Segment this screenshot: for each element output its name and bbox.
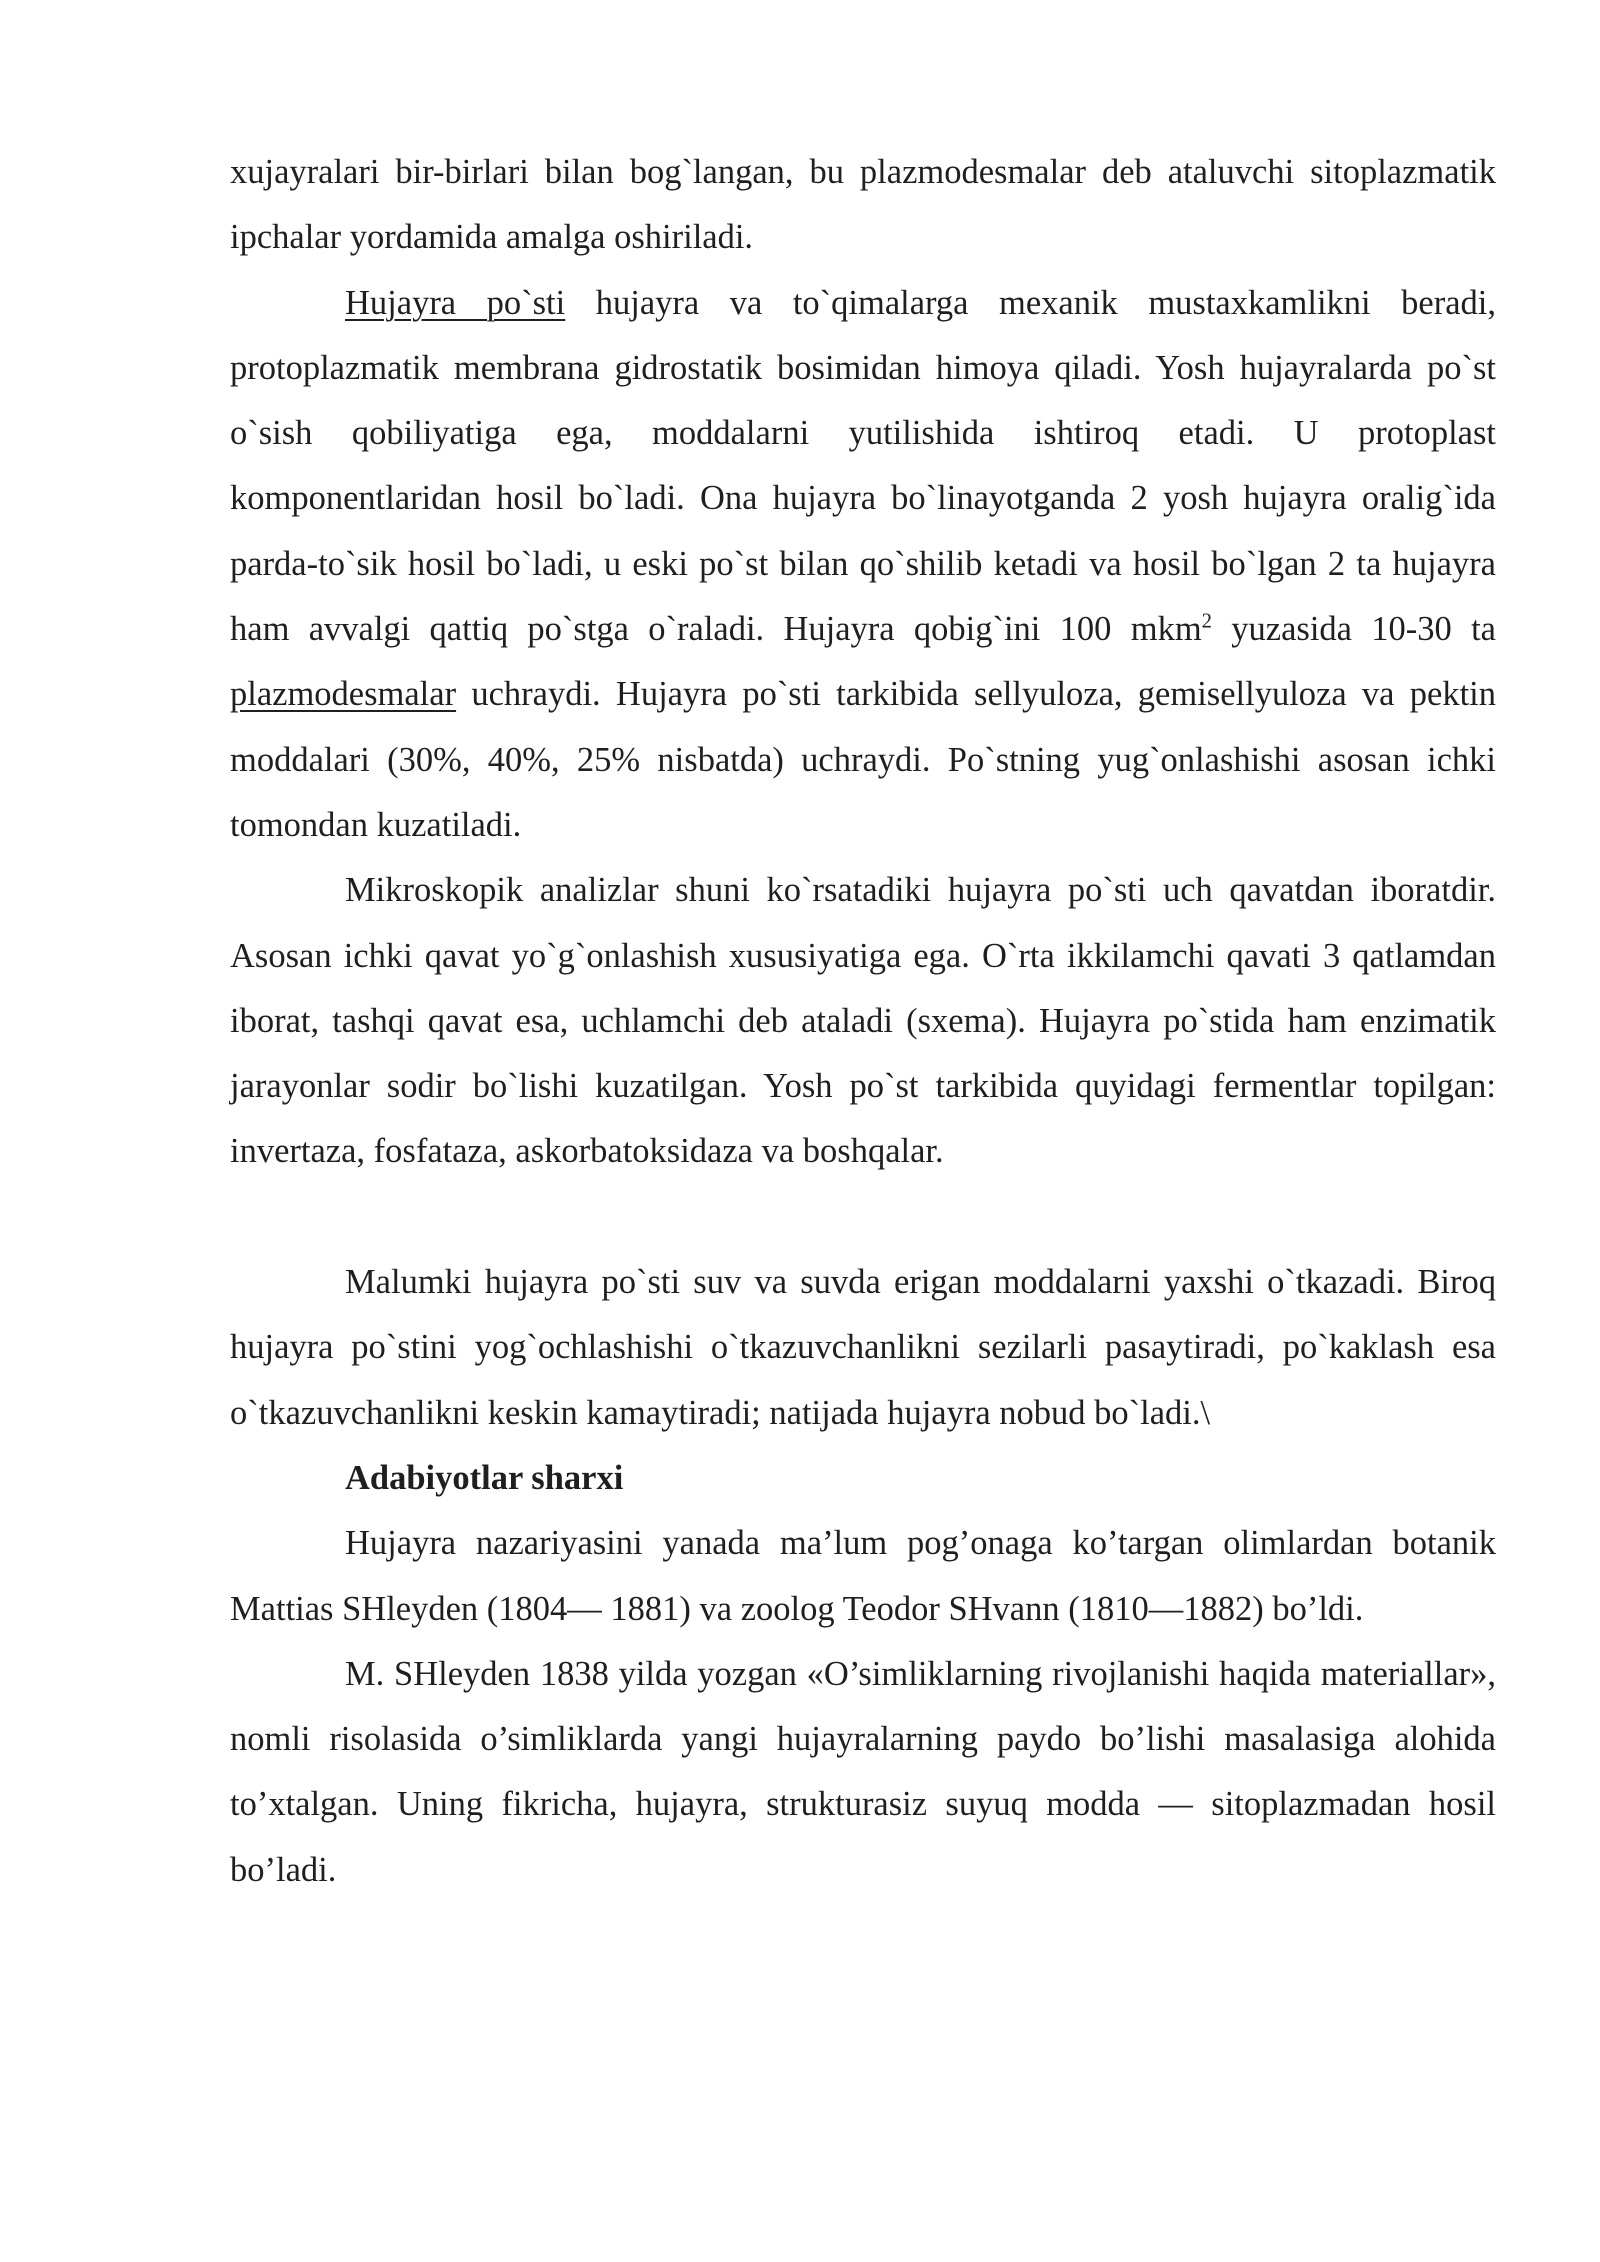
superscript-2: 2 bbox=[1201, 610, 1212, 633]
term-cell-wall: Hujayra po`sti bbox=[345, 283, 566, 322]
paragraph-permeability: Malumki hujayra po`sti suv va suvda erigan moddalarni yaxshi o`tkazadi. Biroq hujayra po`stini yog`ochlashishi o`tkazuvchanlikni sezilarli pasaytiradi, po`kaklash esa o`tkazuvchanlikni keskin kamaytiradi; natijada hujayra nobud bo`ladi.\ bbox=[230, 1263, 1496, 1432]
paragraph-microscopy: Mikroskopik analizlar shuni ko`rsatadiki hujayra po`sti uch qavatdan iboratdir. Asosan ichki qavat yo`g`onlashish xususiyatiga ega. O`rta ikkilamchi qavati 3 qatlamdan iborat, tashqi qavat esa, uchlamchi deb ataladi (sxema). Hujayra po`stida ham enzimatik jarayonlar sodir bo`lishi kuzatilgan. Yosh po`st tarkibida quyidagi fermentlar topilgan: invertaza, fosfataza, askorbatoksidaza va boshqalar. bbox=[230, 871, 1496, 1171]
paragraph-continuation: xujayralari bir-birlari bilan bog`langan, bu plazmodesmalar deb ataluvchi sitoplazmatik ipchalar yordamida amalga oshiriladi. bbox=[230, 153, 1496, 257]
paragraph-cell-wall-text-1: hujayra va to`qimalarga mexanik mustaxkamlikni beradi, protoplazmatik membrana gidrostatik bosimidan himoya qiladi. Yosh hujayralarda po`st o`sish qobiliyatiga ega, moddalarni yutilishida ishtiroq etadi. U protoplast komponentlaridan hosil bo`ladi. Ona hujayra bo`linayotganda 2 yosh hujayra oralig`ida parda-to`sik hosil bo`ladi, u eski po`st bilan qo`shilib ketadi va hosil bo`lgan 2 ta hujayra ham avvalgi qattiq po`stga o`raladi. Hujayra qobig`ini 100 mkm bbox=[230, 283, 1496, 649]
document-page bbox=[230, 140, 1496, 1903]
paragraph-cell-wall bbox=[230, 271, 1496, 859]
section-heading: Adabiyotlar sharxi bbox=[345, 1458, 624, 1497]
paragraph-schleiden: M. SHleyden 1838 yilda yozgan «O’simliklarning rivojlanishi haqida materiallar», nomli risolasida o’simliklarda yangi hujayralarning paydo bo’lishi masalasiga alohida to’xtalgan. Uning fikricha, hujayra, strukturasiz suyuq modda — sitoplazmadan hosil bo’ladi. bbox=[230, 1654, 1496, 1889]
blank-line bbox=[230, 1185, 1496, 1250]
paragraph-cell-wall-text-3: uchraydi. Hujayra po`sti tarkibida sellyuloza, gemisellyuloza va pektin moddalari (30%, 40%, 25% nisbatda) uchraydi. Po`stning yug`onlashishi asosan ichki tomondan kuzatiladi. bbox=[230, 675, 1496, 844]
term-plasmodesmata: plazmodesmalar bbox=[230, 675, 457, 714]
paragraph-cell-wall-text-2: yuzasida 10-30 ta bbox=[1212, 610, 1496, 649]
paragraph-cell-theory: Hujayra nazariyasini yanada ma’lum pog’onaga ko’targan olimlardan botanik Mattias SHleyden (1804— 1881) va zoolog Teodor SHvann (1810—1882) bo’ldi. bbox=[230, 1524, 1496, 1628]
